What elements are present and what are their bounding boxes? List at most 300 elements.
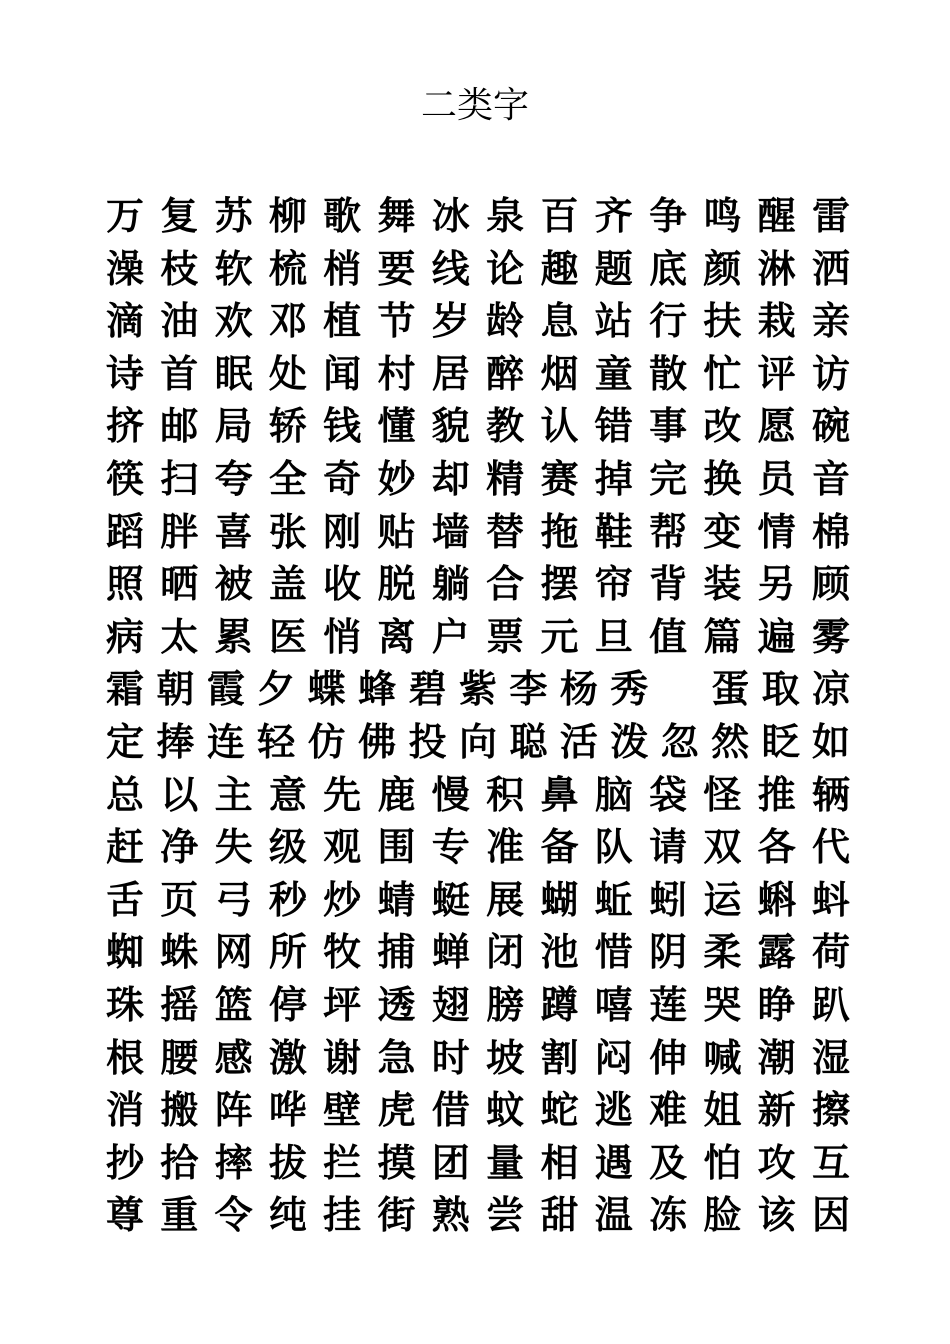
character-cell: 朝 xyxy=(156,667,195,712)
character-cell: 居 xyxy=(431,351,470,396)
character-cell: 百 xyxy=(540,194,579,238)
character-cell: 纯 xyxy=(268,1193,307,1238)
character-cell: 消 xyxy=(105,1088,144,1133)
character-row xyxy=(98,190,858,243)
character-cell: 拦 xyxy=(323,1140,362,1185)
character-cell: 忽 xyxy=(660,719,699,764)
character-cell: 总 xyxy=(105,772,144,817)
character-cell: 辆 xyxy=(811,772,850,817)
character-cell: 甜 xyxy=(540,1193,579,1238)
character-cell: 尝 xyxy=(486,1193,525,1238)
character-cell: 局 xyxy=(214,404,253,449)
character-cell: 擦 xyxy=(811,1088,850,1133)
character-cell: 论 xyxy=(486,246,525,291)
character-cell: 栽 xyxy=(757,299,796,344)
character-cell: 净 xyxy=(160,825,199,870)
character-cell: 佛 xyxy=(358,719,397,764)
character-row xyxy=(98,611,858,664)
character-cell: 紫 xyxy=(458,667,497,712)
character-cell: 温 xyxy=(594,1193,633,1238)
character-cell: 墙 xyxy=(431,509,470,554)
character-cell: 泉 xyxy=(486,194,525,238)
character-row xyxy=(98,926,858,979)
character-cell: 晒 xyxy=(160,562,199,607)
character-cell: 棉 xyxy=(811,509,850,554)
page-title: 二类字 xyxy=(420,85,529,126)
character-cell: 票 xyxy=(486,614,525,659)
character-cell: 壁 xyxy=(323,1088,362,1133)
character-cell: 村 xyxy=(377,351,416,396)
character-row xyxy=(98,821,858,874)
character-cell: 摆 xyxy=(540,562,579,607)
character-cell: 激 xyxy=(268,1035,307,1080)
character-cell: 谢 xyxy=(323,1035,362,1080)
character-cell: 齐 xyxy=(594,194,633,238)
character-cell: 替 xyxy=(486,509,525,554)
character-cell: 活 xyxy=(559,719,598,764)
character-cell: 欢 xyxy=(214,299,253,344)
character-cell: 因 xyxy=(811,1193,850,1238)
character-cell: 互 xyxy=(811,1140,850,1185)
character-cell: 伸 xyxy=(649,1035,688,1080)
character-cell: 停 xyxy=(268,982,307,1027)
character-cell: 池 xyxy=(540,930,579,975)
character-cell: 滴 xyxy=(105,299,144,344)
character-cell: 散 xyxy=(649,351,688,396)
character-cell: 蜓 xyxy=(431,877,470,922)
character-cell: 换 xyxy=(703,456,742,501)
character-cell: 然 xyxy=(711,719,750,764)
character-cell: 仿 xyxy=(307,719,346,764)
character-cell: 哭 xyxy=(703,982,742,1027)
character-cell: 眠 xyxy=(214,351,253,396)
character-row xyxy=(98,874,858,927)
character-cell: 遍 xyxy=(757,614,796,659)
character-cell: 湿 xyxy=(811,1035,850,1080)
character-cell: 脑 xyxy=(594,772,633,817)
character-cell: 懂 xyxy=(377,404,416,449)
character-cell: 请 xyxy=(649,825,688,870)
character-cell: 站 xyxy=(594,299,633,344)
character-cell: 透 xyxy=(377,982,416,1027)
character-cell: 嘻 xyxy=(594,982,633,1027)
character-cell: 烟 xyxy=(540,351,579,396)
character-cell: 淋 xyxy=(757,246,796,291)
character-cell: 展 xyxy=(486,877,525,922)
character-cell: 推 xyxy=(757,772,796,817)
character-cell: 筷 xyxy=(105,456,144,501)
character-cell: 植 xyxy=(323,299,362,344)
character-cell: 累 xyxy=(214,614,253,659)
character-cell: 苏 xyxy=(214,194,253,238)
character-cell: 虎 xyxy=(377,1088,416,1133)
character-cell: 喜 xyxy=(214,509,253,554)
character-cell: 街 xyxy=(377,1193,416,1238)
character-cell: 掉 xyxy=(594,456,633,501)
character-cell: 摸 xyxy=(377,1140,416,1185)
character-cell: 所 xyxy=(268,930,307,975)
character-row xyxy=(98,716,858,769)
character-cell: 搬 xyxy=(160,1088,199,1133)
character-cell: 趣 xyxy=(540,246,579,291)
character-cell: 腰 xyxy=(160,1035,199,1080)
character-cell: 弓 xyxy=(214,877,253,922)
character-cell: 双 xyxy=(703,825,742,870)
character-cell: 抄 xyxy=(105,1140,144,1185)
character-cell: 离 xyxy=(377,614,416,659)
character-row xyxy=(98,1137,858,1190)
character-cell: 张 xyxy=(268,509,307,554)
character-cell: 珠 xyxy=(105,982,144,1027)
character-cell: 赶 xyxy=(105,825,144,870)
character-cell: 捧 xyxy=(156,719,195,764)
character-cell: 轻 xyxy=(257,719,296,764)
character-cell: 坡 xyxy=(486,1035,525,1080)
character-row xyxy=(98,1189,858,1242)
character-cell: 凉 xyxy=(811,667,850,712)
character-cell: 相 xyxy=(540,1140,579,1185)
character-cell: 姐 xyxy=(703,1088,742,1133)
character-cell: 雾 xyxy=(811,614,850,659)
character-cell: 蜘 xyxy=(105,930,144,975)
character-cell: 帮 xyxy=(649,509,688,554)
character-row xyxy=(98,348,858,401)
character-cell: 摇 xyxy=(160,982,199,1027)
character-cell: 员 xyxy=(757,456,796,501)
character-cell: 新 xyxy=(757,1088,796,1133)
character-cell: 莲 xyxy=(649,982,688,1027)
character-cell: 冻 xyxy=(649,1193,688,1238)
character-cell: 蹈 xyxy=(105,509,144,554)
character-cell: 题 xyxy=(594,246,633,291)
character-cell: 怪 xyxy=(703,772,742,817)
character-cell: 睁 xyxy=(757,982,796,1027)
character-cell: 收 xyxy=(323,562,362,607)
character-cell: 攻 xyxy=(757,1140,796,1185)
character-cell: 柳 xyxy=(268,194,307,238)
character-cell: 冰 xyxy=(431,194,470,238)
character-cell: 首 xyxy=(160,351,199,396)
character-cell: 访 xyxy=(811,351,850,396)
character-cell: 摔 xyxy=(214,1140,253,1185)
character-cell: 夕 xyxy=(257,667,296,712)
character-cell: 篮 xyxy=(214,982,253,1027)
character-cell: 枝 xyxy=(160,246,199,291)
character-cell: 拔 xyxy=(268,1140,307,1185)
character-cell: 失 xyxy=(214,825,253,870)
character-cell: 时 xyxy=(431,1035,470,1080)
character-cell: 膀 xyxy=(486,982,525,1027)
character-cell: 旦 xyxy=(594,614,633,659)
character-cell: 如 xyxy=(811,719,850,764)
character-cell: 贴 xyxy=(377,509,416,554)
character-cell: 医 xyxy=(268,614,307,659)
character-cell: 备 xyxy=(540,825,579,870)
character-cell: 炒 xyxy=(323,877,362,922)
character-cell: 闷 xyxy=(594,1035,633,1080)
character-cell: 奇 xyxy=(323,456,362,501)
character-cell: 却 xyxy=(431,456,470,501)
character-cell: 另 xyxy=(757,562,796,607)
character-cell: 认 xyxy=(540,404,579,449)
character-cell: 眨 xyxy=(761,719,800,764)
character-cell: 线 xyxy=(431,246,470,291)
character-cell: 蜻 xyxy=(377,877,416,922)
character-cell: 围 xyxy=(377,825,416,870)
character-cell: 邓 xyxy=(268,299,307,344)
character-cell: 慢 xyxy=(431,772,470,817)
character-cell: 碧 xyxy=(408,667,447,712)
character-cell: 以 xyxy=(160,772,199,817)
character-cell: 定 xyxy=(105,719,144,764)
character-cell: 处 xyxy=(268,351,307,396)
character-cell: 刚 xyxy=(323,509,362,554)
character-cell: 阵 xyxy=(214,1088,253,1133)
character-cell: 帘 xyxy=(594,562,633,607)
character-cell: 蝉 xyxy=(431,930,470,975)
character-cell: 蜂 xyxy=(358,667,397,712)
character-cell: 根 xyxy=(105,1035,144,1080)
character-cell: 扫 xyxy=(160,456,199,501)
character-cell: 量 xyxy=(486,1140,525,1185)
character-cell: 鞋 xyxy=(594,509,633,554)
character-cell: 及 xyxy=(649,1140,688,1185)
character-row xyxy=(98,243,858,296)
character-cell: 泼 xyxy=(610,719,649,764)
character-cell: 值 xyxy=(649,614,688,659)
character-cell: 变 xyxy=(703,509,742,554)
character-cell: 夸 xyxy=(214,456,253,501)
character-cell: 积 xyxy=(486,772,525,817)
character-cell: 急 xyxy=(377,1035,416,1080)
character-cell: 完 xyxy=(649,456,688,501)
character-cell: 拾 xyxy=(160,1140,199,1185)
character-cell: 向 xyxy=(458,719,497,764)
character-cell: 争 xyxy=(649,194,688,238)
character-row xyxy=(98,558,858,611)
character-cell: 蝌 xyxy=(757,877,796,922)
character-cell: 借 xyxy=(431,1088,470,1133)
character-cell: 岁 xyxy=(431,299,470,344)
character-cell: 愿 xyxy=(757,404,796,449)
character-cell: 息 xyxy=(540,299,579,344)
character-cell: 鼻 xyxy=(540,772,579,817)
character-row xyxy=(98,1084,858,1137)
character-cell: 舞 xyxy=(377,194,416,238)
character-cell: 挂 xyxy=(323,1193,362,1238)
character-cell: 万 xyxy=(105,194,144,238)
character-cell: 拖 xyxy=(540,509,579,554)
character-cell: 顾 xyxy=(811,562,850,607)
character-cell: 挤 xyxy=(105,404,144,449)
character-row xyxy=(98,453,858,506)
character-cell: 户 xyxy=(431,614,470,659)
character-cell: 先 xyxy=(323,772,362,817)
character-cell: 趴 xyxy=(811,982,850,1027)
character-cell: 潮 xyxy=(757,1035,796,1080)
character-row xyxy=(98,506,858,559)
character-cell: 袋 xyxy=(649,772,688,817)
character-cell: 蚊 xyxy=(486,1088,525,1133)
character-cell: 龄 xyxy=(486,299,525,344)
character-cell: 装 xyxy=(703,562,742,607)
character-cell: 雷 xyxy=(811,194,850,238)
character-cell: 蛇 xyxy=(540,1088,579,1133)
character-cell: 合 xyxy=(486,562,525,607)
character-cell: 鸣 xyxy=(703,194,742,238)
character-cell: 蹲 xyxy=(540,982,579,1027)
character-cell: 各 xyxy=(757,825,796,870)
character-row xyxy=(98,979,858,1032)
character-cell: 闭 xyxy=(486,930,525,975)
character-cell: 队 xyxy=(594,825,633,870)
character-cell: 情 xyxy=(757,509,796,554)
character-cell: 貌 xyxy=(431,404,470,449)
character-cell: 篇 xyxy=(703,614,742,659)
character-cell: 盖 xyxy=(268,562,307,607)
character-row xyxy=(98,400,858,453)
character-cell: 评 xyxy=(757,351,796,396)
character-row xyxy=(98,295,858,348)
character-cell: 错 xyxy=(594,404,633,449)
character-cell: 醉 xyxy=(486,351,525,396)
character-cell: 级 xyxy=(268,825,307,870)
character-cell: 钱 xyxy=(323,404,362,449)
character-cell: 躺 xyxy=(431,562,470,607)
character-cell: 团 xyxy=(431,1140,470,1185)
character-cell: 歌 xyxy=(323,194,362,238)
character-grid xyxy=(98,190,858,1242)
character-cell: 遇 xyxy=(594,1140,633,1185)
character-cell: 忙 xyxy=(703,351,742,396)
character-cell: 秒 xyxy=(268,877,307,922)
character-cell: 诗 xyxy=(105,351,144,396)
character-cell: 网 xyxy=(214,930,253,975)
character-cell: 霜 xyxy=(105,667,144,712)
character-cell: 观 xyxy=(323,825,362,870)
character-cell: 蝶 xyxy=(307,667,346,712)
character-cell: 蛛 xyxy=(160,930,199,975)
character-cell: 病 xyxy=(105,614,144,659)
character-cell: 准 xyxy=(486,825,525,870)
character-cell: 柔 xyxy=(703,930,742,975)
character-cell: 照 xyxy=(105,562,144,607)
character-cell: 难 xyxy=(649,1088,688,1133)
character-cell: 悄 xyxy=(323,614,362,659)
character-cell: 感 xyxy=(214,1035,253,1080)
character-cell: 事 xyxy=(649,404,688,449)
character-cell: 赛 xyxy=(540,456,579,501)
character-cell: 音 xyxy=(811,456,850,501)
character-cell: 专 xyxy=(431,825,470,870)
character-cell: 运 xyxy=(703,877,742,922)
character-cell: 洒 xyxy=(811,246,850,291)
character-cell: 坪 xyxy=(323,982,362,1027)
character-cell: 太 xyxy=(160,614,199,659)
character-cell: 露 xyxy=(757,930,796,975)
character-cell: 蝴 xyxy=(540,877,579,922)
character-cell: 改 xyxy=(703,404,742,449)
character-cell: 荷 xyxy=(811,930,850,975)
character-cell: 蚯 xyxy=(594,877,633,922)
character-cell: 全 xyxy=(268,456,307,501)
character-cell: 代 xyxy=(811,825,850,870)
character-cell: 重 xyxy=(160,1193,199,1238)
character-cell: 秀 xyxy=(610,667,649,712)
character-cell: 碗 xyxy=(811,404,850,449)
character-cell: 节 xyxy=(377,299,416,344)
character-cell: 主 xyxy=(214,772,253,817)
character-cell: 意 xyxy=(268,772,307,817)
character-cell: 令 xyxy=(214,1193,253,1238)
character-cell: 鹿 xyxy=(377,772,416,817)
character-cell: 翅 xyxy=(431,982,470,1027)
character-cell: 邮 xyxy=(160,404,199,449)
character-cell: 元 xyxy=(540,614,579,659)
character-cell: 妙 xyxy=(377,456,416,501)
character-cell: 该 xyxy=(757,1193,796,1238)
character-cell: 投 xyxy=(408,719,447,764)
character-cell: 取 xyxy=(761,667,800,712)
character-cell: 轿 xyxy=(268,404,307,449)
character-cell: 割 xyxy=(540,1035,579,1080)
character-cell: 底 xyxy=(649,246,688,291)
character-cell: 梢 xyxy=(323,246,362,291)
character-cell: 复 xyxy=(160,194,199,238)
character-row xyxy=(98,1032,858,1085)
character-cell: 捕 xyxy=(377,930,416,975)
character-cell: 熟 xyxy=(431,1193,470,1238)
character-cell: 舌 xyxy=(105,877,144,922)
character-cell: 聪 xyxy=(509,719,548,764)
character-cell: 要 xyxy=(377,246,416,291)
character-cell: 油 xyxy=(160,299,199,344)
character-cell: 逃 xyxy=(594,1088,633,1133)
character-cell: 哗 xyxy=(268,1088,307,1133)
character-cell: 精 xyxy=(486,456,525,501)
character-cell: 脱 xyxy=(377,562,416,607)
character-cell: 背 xyxy=(649,562,688,607)
character-cell: 童 xyxy=(594,351,633,396)
character-cell: 怕 xyxy=(703,1140,742,1185)
character-cell: 软 xyxy=(214,246,253,291)
character-cell: 蚓 xyxy=(649,877,688,922)
character-cell: 尊 xyxy=(105,1193,144,1238)
character-cell: 页 xyxy=(160,877,199,922)
character-cell: 闻 xyxy=(323,351,362,396)
character-cell: 蛋 xyxy=(711,667,750,712)
character-cell: 醒 xyxy=(757,194,796,238)
character-row xyxy=(98,769,858,822)
character-cell: 霞 xyxy=(206,667,245,712)
character-cell: 颜 xyxy=(703,246,742,291)
character-cell: 扶 xyxy=(703,299,742,344)
character-cell: 澡 xyxy=(105,246,144,291)
character-cell: 脸 xyxy=(703,1193,742,1238)
character-cell: 蚪 xyxy=(811,877,850,922)
character-cell: 阴 xyxy=(649,930,688,975)
character-cell: 牧 xyxy=(323,930,362,975)
character-cell: 胖 xyxy=(160,509,199,554)
character-cell: 李 xyxy=(509,667,548,712)
character-row xyxy=(98,663,858,716)
character-cell: 杨 xyxy=(559,667,598,712)
character-cell: 被 xyxy=(214,562,253,607)
character-cell: 惜 xyxy=(594,930,633,975)
character-cell: 连 xyxy=(206,719,245,764)
character-cell: 亲 xyxy=(811,299,850,344)
character-cell: 喊 xyxy=(703,1035,742,1080)
